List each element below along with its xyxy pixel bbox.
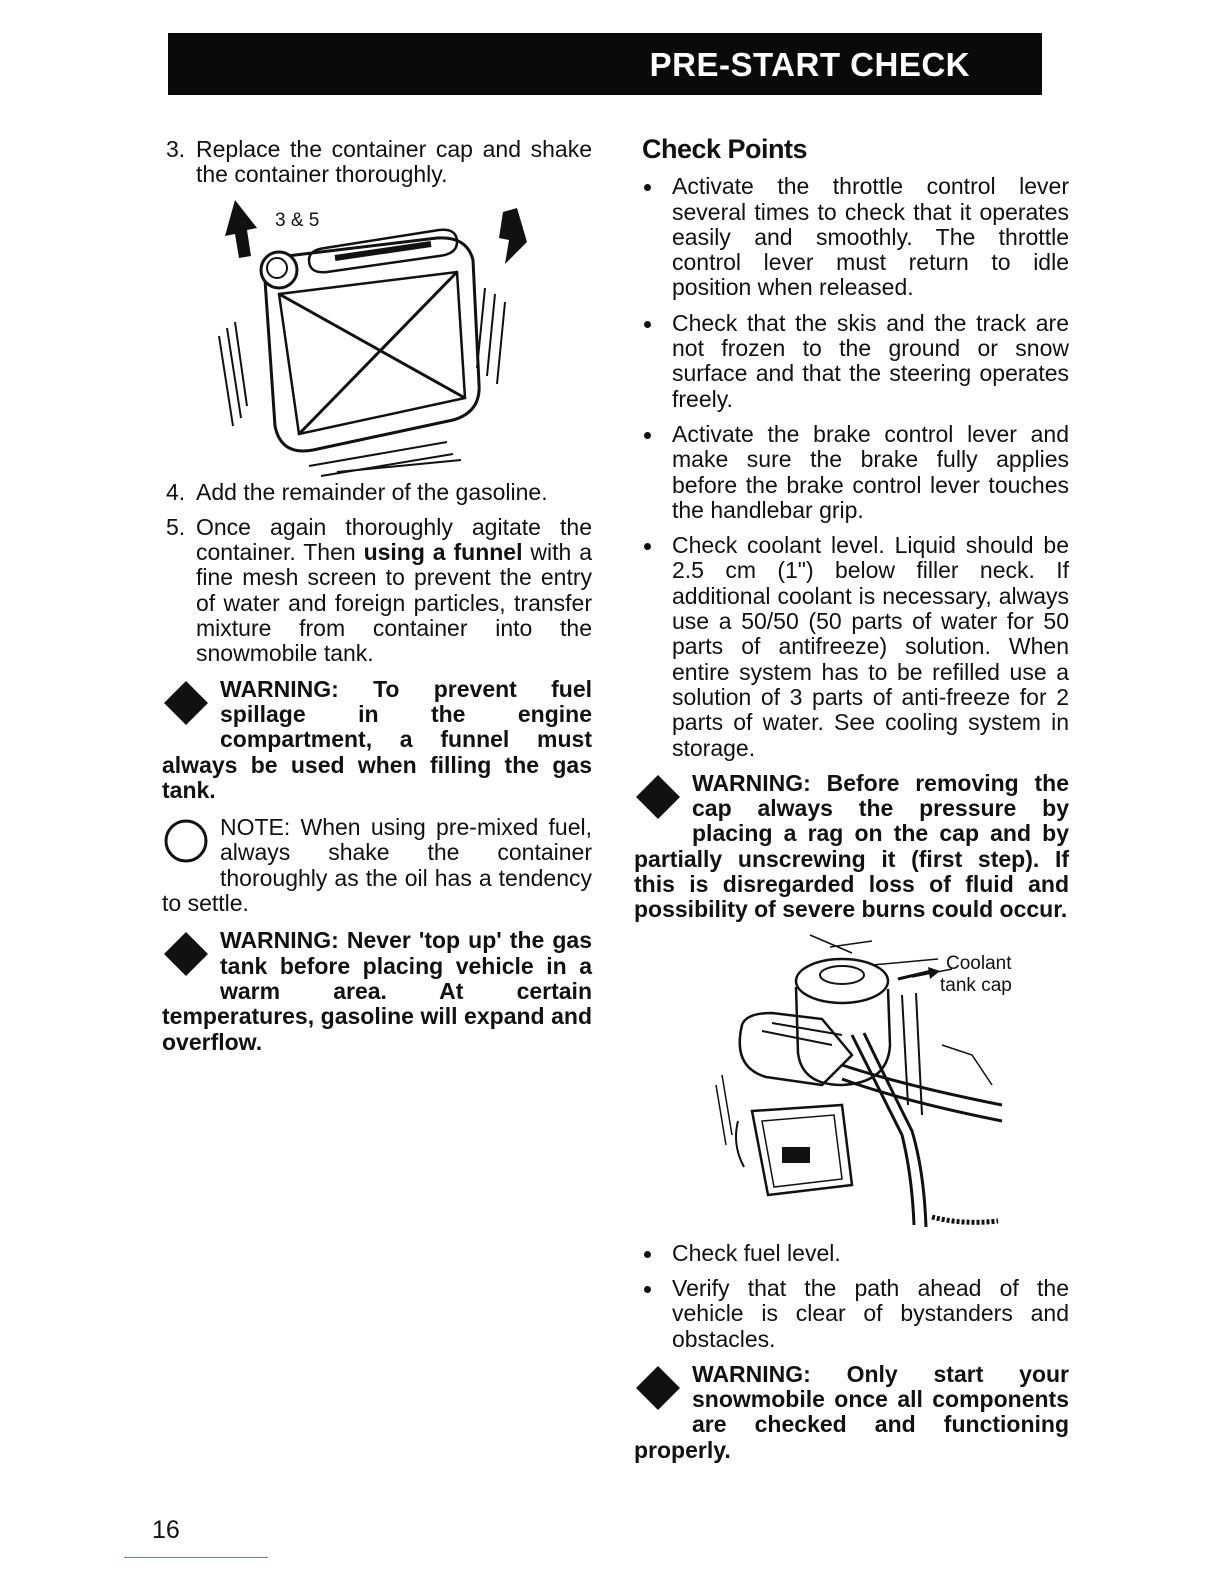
- right-column: [634, 134, 1069, 1475]
- bullet-icon: [644, 321, 651, 328]
- warning-text: WARNING: Never 'top up' the gas tank before placing vehicle in a warm area. At certain temperatures, gasoline will expand and overflow.: [162, 927, 592, 1055]
- list-item: [634, 1241, 1069, 1266]
- fuel-container-illustration: [217, 198, 537, 480]
- list-item: [634, 174, 1069, 300]
- footer-divider: [124, 1557, 268, 1558]
- list-item-text: Check fuel level.: [672, 1239, 841, 1266]
- warning-notice: [634, 1362, 1069, 1463]
- note-notice: [162, 815, 592, 916]
- coolant-tank-illustration: [702, 935, 1012, 1241]
- warning-text: WARNING: Before removing the cap always the pressure by placing a rag on the cap and by partially unscrewing it (first step). If this is disregarded loss of fluid and possibility of severe burns could occur.: [634, 769, 1069, 923]
- step-4: [162, 480, 592, 505]
- warning-diamond-icon: [162, 679, 214, 729]
- list-item-text: Check that the skis and the track are not frozen to the ground or snow surface and that the steering operates freely.: [672, 309, 1069, 412]
- step-text-before: Once again thoroughly agitate the container. Then: [196, 513, 592, 566]
- list-item: [634, 1276, 1069, 1352]
- bullet-icon: [644, 543, 651, 550]
- bullet-icon: [644, 432, 651, 439]
- step-3: [162, 137, 592, 188]
- step-5: [162, 515, 592, 667]
- step-text: Add the remainder of the gasoline.: [196, 478, 548, 505]
- step-number: 4.: [166, 478, 186, 505]
- list-item-text: Check coolant level. Liquid should be 2.5 cm (1") below filler neck. If additional coolant is necessary, always use a 50/50 (50 parts of water for 50 parts of antifreeze) solution. When entire system has to be refilled use a solution of 3 parts of anti-freeze for 2 parts of water. See cooling system in storage.: [672, 532, 1069, 761]
- step-text-emphasis: using a funnel: [363, 539, 523, 566]
- list-item-text: Verify that the path ahead of the vehicle is clear of bystanders and obstacles.: [672, 1274, 1069, 1352]
- warning-notice: [162, 928, 592, 1054]
- bullet-icon: [644, 1251, 651, 1258]
- warning-notice: [634, 771, 1069, 923]
- list-item-text: Activate the throttle control lever several times to check that it operates easily and smoothly. The throttle control lever must return to idle position when released.: [672, 173, 1069, 301]
- page-number: 16: [152, 1516, 180, 1544]
- figure-label: tank cap: [939, 974, 1012, 996]
- note-text: NOTE: When using pre-mixed fuel, always shake the container thoroughly as the oil has a tendency to settle.: [162, 814, 592, 917]
- step-number: 5.: [166, 513, 186, 540]
- left-column: [162, 137, 592, 1067]
- list-item: [634, 311, 1069, 412]
- figure-label: 3 & 5: [275, 209, 320, 231]
- step-number: 3.: [166, 136, 186, 162]
- bullet-icon: [644, 1286, 651, 1293]
- warning-diamond-icon: [634, 773, 686, 823]
- warning-diamond-icon: [634, 1364, 686, 1414]
- bullet-icon: [644, 184, 651, 191]
- warning-notice: [162, 677, 592, 803]
- warning-text: WARNING: Only start your snowmobile once all components are checked and functioning properly.: [634, 1360, 1069, 1463]
- step-text-after: with a fine mesh screen to prevent the entry of water and foreign particles, transfer mixture from container into the snowmobile tank.: [196, 539, 592, 667]
- list-item: [634, 422, 1069, 523]
- page-title: PRE-START CHECK: [649, 46, 970, 83]
- step-text: Replace the container cap and shake the container thoroughly.: [196, 136, 592, 188]
- figure-label: Coolant: [945, 952, 1011, 974]
- list-item: [634, 533, 1069, 761]
- list-item-text: Activate the brake control lever and make sure the brake fully applies before the brake control lever touches the handlebar grip.: [672, 420, 1069, 523]
- warning-text: WARNING: To prevent fuel spillage in the engine compartment, a funnel must always be used when filling the gas tank.: [162, 675, 592, 803]
- section-title: Check Points: [642, 134, 808, 164]
- note-circle-icon: [162, 817, 214, 867]
- header-bar: [168, 33, 1042, 95]
- warning-diamond-icon: [162, 930, 214, 980]
